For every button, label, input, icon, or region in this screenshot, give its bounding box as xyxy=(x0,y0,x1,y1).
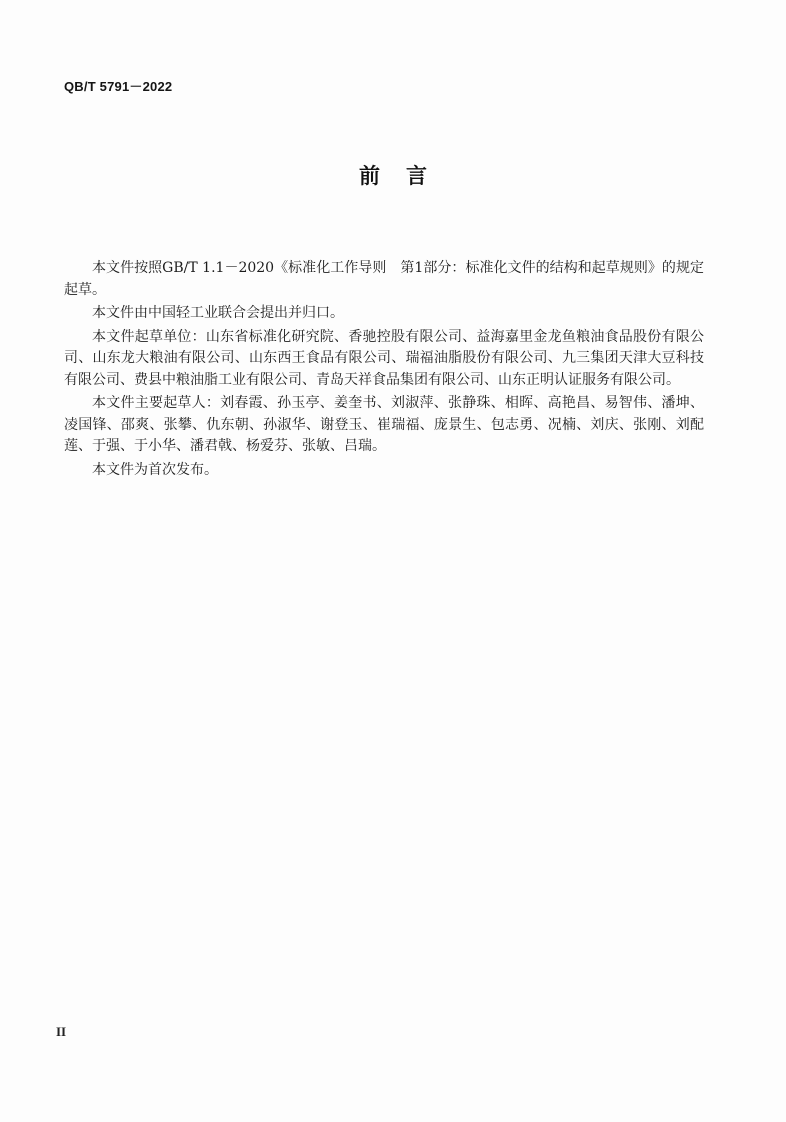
paragraph-proposer: 本文件由中国轻工业联合会提出并归口。 xyxy=(92,305,344,321)
paragraph-drafting-units: 本文件起草单位：山东省标准化研究院、香驰控股有限公司、益海嘉里金龙鱼粮油食品股份有限公司、山东龙大粮油有限公司、山东西王食品有限公司、瑞福油脂股份有限公司、九三集团天津大豆科技有限公司、费县中粮油脂工业有限公司、青岛天祥食品集团有限公司、山东正明认证服务有限公司。 xyxy=(64,328,704,388)
foreword-body xyxy=(64,258,704,483)
paragraph-drafting-rules: 本文件按照GB/T 1.1－2020《标准化工作导则 第1部分：标准化文件的结构和起草规则》的规定起草。 xyxy=(64,260,704,298)
paragraph-first-release: 本文件为首次发布。 xyxy=(92,461,218,478)
page-title: 前言 xyxy=(359,164,453,188)
page-number: II xyxy=(56,1024,67,1039)
paragraph-drafters: 本文件主要起草人：刘春霞、孙玉亭、姜奎书、刘淑萍、张静珠、相晖、高艳昌、易智伟、潘坤、凌国锋、邵爽、张攀、仇东朝、孙淑华、谢登玉、崔瑞福、庞景生、包志勇、况楠、刘庆、张刚、刘配莲、于强、于小华、潘君戟、杨爱芬、张敏、吕瑞。 xyxy=(64,395,704,454)
standard-code: QB/T 5791－2022 xyxy=(64,79,173,94)
